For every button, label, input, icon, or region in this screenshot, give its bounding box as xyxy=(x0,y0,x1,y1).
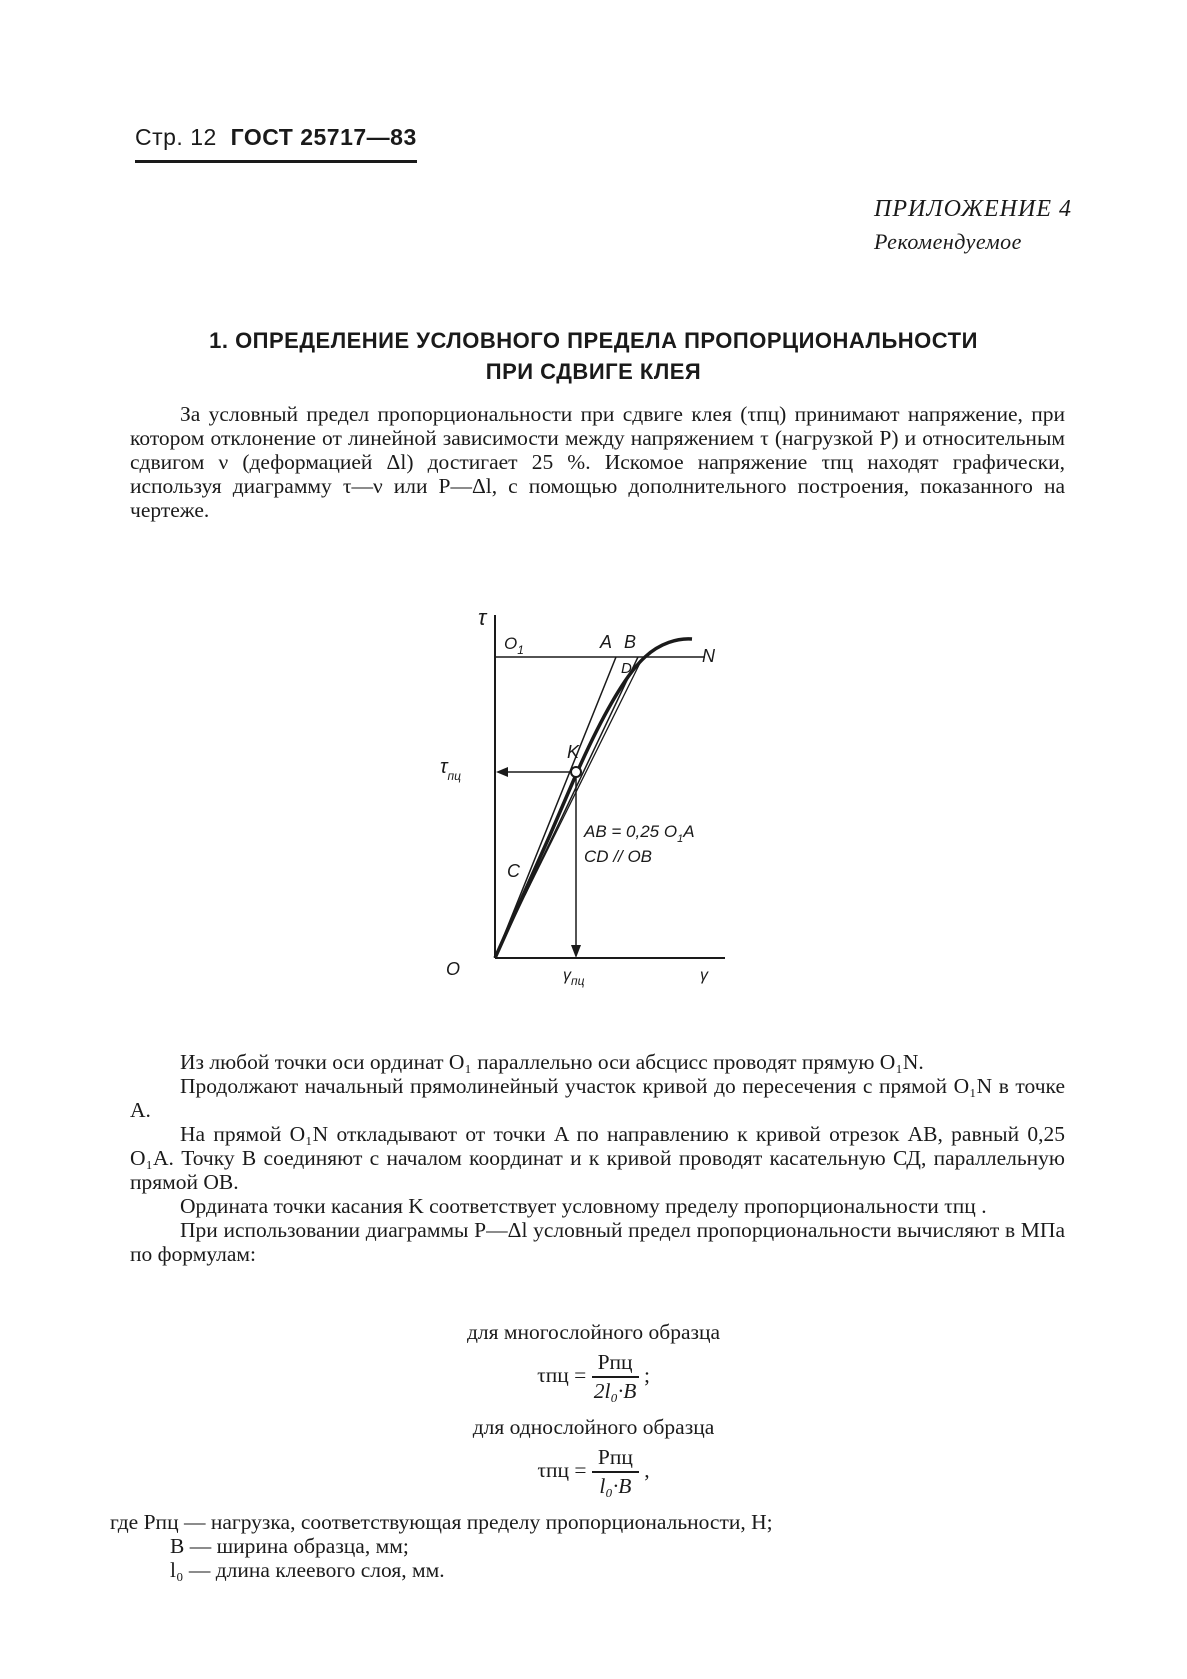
single-layer-label: для однослойного образца xyxy=(472,1415,715,1439)
oa-line xyxy=(495,657,616,958)
point-n-label: N xyxy=(702,646,715,666)
appendix-subtitle: Рекомендуемое xyxy=(874,229,1022,254)
x-axis-label: γ xyxy=(700,967,708,984)
step-2: Продолжают начальный прямолинейный участок кривой до пересечения с прямой O₁N в точке A. xyxy=(130,1074,1065,1122)
section-title xyxy=(0,325,1187,387)
note-ab: AB = 0,25 $O_1A$ xyxy=(584,822,695,845)
intro-text: За условный предел пропорциональности при сдвиге клея (τпц) принимают напряжение, при котором отклонение от линейной зависимости между напряжением τ (нагрузкой P) и относительным сдвигом ν (деформацией Δl) достигает 25 %. Искомое напряжение τпц находят графически, используя диаграмму τ—ν или P—Δl, с помощью дополнительного построения, показанного на чертеже. xyxy=(130,402,1065,522)
tau-arrowhead xyxy=(496,767,508,777)
formula-multi xyxy=(0,1350,1187,1404)
formula-single-den: l₀·B xyxy=(599,1474,632,1498)
definition-b: B — ширина образца, мм; xyxy=(170,1534,409,1558)
point-c-label: C xyxy=(507,861,520,881)
standard-code: ГОСТ 25717—83 xyxy=(230,124,417,150)
appendix-label xyxy=(874,196,1072,261)
point-a-label: A xyxy=(600,632,613,652)
origin-label: O xyxy=(446,959,461,979)
formula-single-end: , xyxy=(644,1457,650,1482)
appendix-title: ПРИЛОЖЕНИЕ 4 xyxy=(874,196,1072,222)
y-axis-label: τ xyxy=(478,605,487,630)
point-b-label: B xyxy=(624,632,637,652)
o1-label: $O_1$ xyxy=(504,634,524,657)
formula-multi-end: ; xyxy=(643,1362,650,1387)
formula-single-lhs: τпц = xyxy=(537,1457,587,1482)
definition-l0: l₀ — длина клеевого слоя, мм. xyxy=(170,1558,445,1582)
section-title-line2: ПРИ СДВИГЕ КЛЕЯ xyxy=(485,359,702,384)
tau-pc-label: $\tau_{пц}$ xyxy=(440,756,461,783)
point-k-marker xyxy=(571,767,581,777)
multi-layer-label: для многослойного образца xyxy=(466,1320,721,1344)
steps-block xyxy=(130,1050,1065,1266)
page-header xyxy=(135,124,417,151)
step-5: При использовании диаграммы P—Δl условный предел пропорциональности вычисляют в МПа по формулам: xyxy=(130,1218,1065,1266)
formula-multi-lhs: τпц = xyxy=(537,1362,587,1387)
gamma-pc-label: $\gamma_{пц}$ xyxy=(563,967,585,988)
step-4: Ордината точки касания K соответствует условному пределу пропорциональности τпц . xyxy=(180,1194,987,1218)
gamma-arrowhead xyxy=(571,945,581,958)
shear-diagram xyxy=(440,605,740,1005)
point-k-label: K xyxy=(567,742,580,762)
formula-single xyxy=(0,1445,1187,1499)
note-cd: CD // OB xyxy=(584,847,653,866)
definition-p: где Pпц — нагрузка, соответствующая пределу пропорциональности, Н; xyxy=(110,1510,773,1534)
definitions-block xyxy=(110,1510,1070,1582)
step-1: Из любой точки оси ординат O₁ параллельно оси абсцисс проводят прямую O₁N. xyxy=(180,1050,924,1074)
page-number: Стр. 12 xyxy=(135,124,217,150)
formula-multi-num: Pпц xyxy=(592,1350,639,1378)
header-rule xyxy=(135,160,417,163)
point-d-label: D xyxy=(621,660,632,677)
formula-single-num: Pпц xyxy=(592,1445,639,1473)
formula-multi-den: 2l₀·B xyxy=(593,1379,637,1403)
formula-single-fraction xyxy=(592,1445,639,1499)
step-3: На прямой O₁N откладывают от точки A по направлению к кривой отрезок AB, равный 0,25 O₁A. Точку B соединяют с началом координат и к кривой проводят касательную СД, параллельную прямой OB. xyxy=(130,1122,1065,1194)
section-title-line1: 1. ОПРЕДЕЛЕНИЕ УСЛОВНОГО ПРЕДЕЛА ПРОПОРЦИОНАЛЬНОСТИ xyxy=(209,328,978,353)
load-curve xyxy=(495,639,692,958)
intro-paragraph xyxy=(130,402,1065,522)
formula-multi-fraction xyxy=(592,1350,639,1404)
